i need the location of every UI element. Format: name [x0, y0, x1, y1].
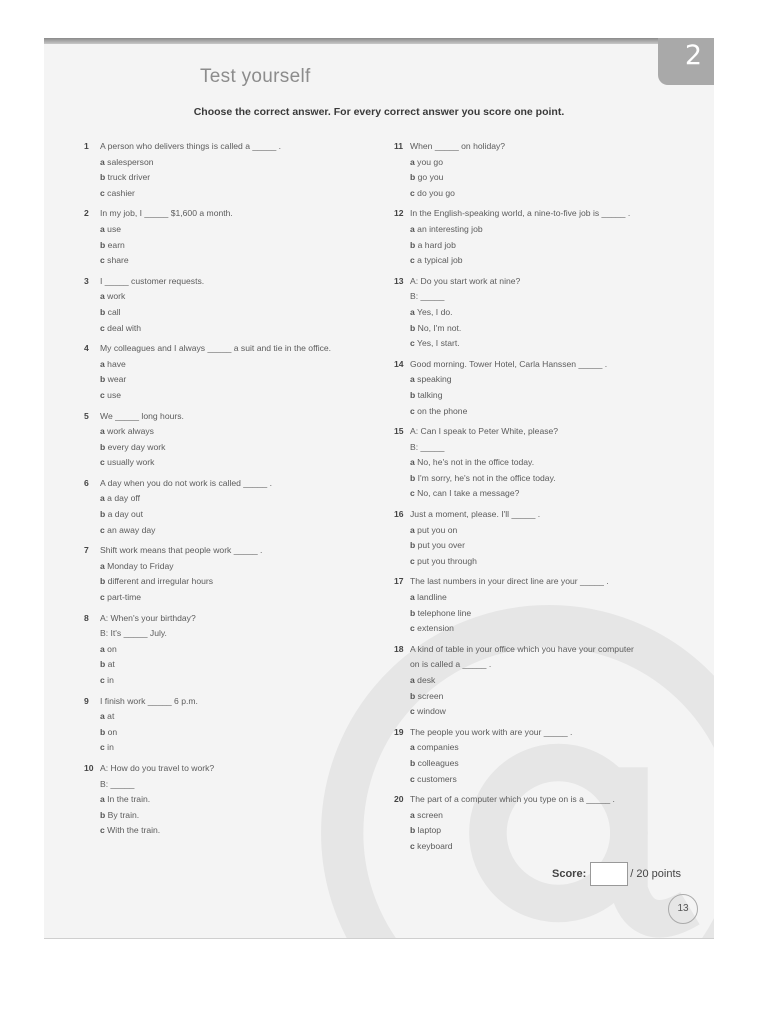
question-11	[394, 139, 704, 201]
answer-option[interactable]	[394, 222, 704, 238]
option-text: colleagues	[417, 757, 459, 768]
option-letter: b	[100, 441, 106, 452]
option-text: put you on	[417, 524, 458, 535]
question-13	[394, 274, 704, 352]
option-letter: b	[100, 374, 106, 385]
option-letter: a	[410, 223, 415, 234]
question-number: 5	[84, 410, 89, 421]
option-letter: a	[100, 560, 105, 571]
answer-option[interactable]	[84, 559, 384, 575]
question-text-line	[394, 725, 704, 741]
option-text: landline	[417, 592, 447, 603]
answer-option[interactable]	[84, 253, 384, 269]
question-19	[394, 725, 704, 787]
question-10	[84, 761, 384, 839]
option-letter: b	[410, 607, 416, 618]
question-number: 13	[394, 275, 404, 286]
option-letter: a	[100, 223, 105, 234]
answer-option[interactable]	[394, 673, 704, 689]
dialogue-response-line: B: _____	[100, 778, 135, 789]
answer-option[interactable]	[394, 372, 704, 388]
option-letter: a	[100, 711, 105, 722]
question-text-line	[84, 611, 384, 627]
question-text-line	[394, 424, 704, 440]
answer-option[interactable]	[394, 538, 704, 554]
question-text-line	[394, 657, 704, 673]
option-text: Monday to Friday	[107, 560, 174, 571]
option-text: No, can I take a message?	[417, 488, 520, 499]
option-text: salesperson	[107, 156, 154, 167]
question-number: 9	[84, 695, 89, 706]
option-text: part-time	[107, 592, 142, 603]
question-text: The part of a computer which you type on is a _____ .	[410, 794, 615, 805]
option-letter: c	[410, 623, 415, 634]
question-6	[84, 476, 384, 538]
option-letter: b	[410, 472, 416, 483]
question-text: In my job, I _____ $1,600 a month.	[100, 208, 233, 219]
question-text-line	[84, 341, 384, 357]
option-text: a day out	[107, 509, 143, 520]
questions-column-right	[394, 139, 704, 860]
answer-option[interactable]	[84, 321, 384, 337]
answer-option[interactable]	[84, 590, 384, 606]
option-letter: b	[100, 509, 106, 520]
option-letter: a	[410, 809, 415, 820]
option-letter: b	[410, 172, 416, 183]
question-17	[394, 574, 704, 636]
option-letter: c	[410, 405, 415, 416]
question-text: The last numbers in your direct line are your _____ .	[410, 576, 609, 587]
answer-option[interactable]	[84, 523, 384, 539]
question-number: 14	[394, 358, 404, 369]
question-number: 10	[84, 762, 94, 773]
option-text: extension	[417, 623, 454, 634]
question-15	[394, 424, 704, 502]
answer-option[interactable]	[84, 491, 384, 507]
option-text: desk	[417, 675, 436, 685]
instructions: Choose the correct answer. For every correct answer you score one point.	[193, 106, 565, 118]
answer-option[interactable]	[394, 839, 704, 855]
answer-option[interactable]	[84, 507, 384, 523]
question-text-line	[84, 543, 384, 559]
answer-option[interactable]	[84, 740, 384, 756]
answer-option[interactable]	[394, 740, 704, 756]
answer-option[interactable]	[84, 155, 384, 171]
option-text: work	[107, 291, 126, 302]
option-letter: c	[100, 675, 105, 685]
questions-column-left	[84, 139, 384, 844]
option-text: No, he's not in the office today.	[417, 457, 535, 468]
option-text: every day work	[107, 441, 166, 452]
option-letter: c	[100, 187, 105, 198]
question-16	[394, 507, 704, 569]
option-text: different and irregular hours	[107, 576, 214, 587]
option-text: In the train.	[107, 794, 151, 805]
answer-option[interactable]	[84, 238, 384, 254]
question-text-line	[394, 792, 704, 808]
question-12	[394, 206, 704, 268]
option-letter: a	[100, 358, 105, 369]
dialogue-response-line: B: _____	[410, 291, 445, 302]
question-text-line	[84, 694, 384, 710]
unit-tab	[658, 38, 714, 85]
option-text: usually work	[107, 457, 155, 468]
answer-option[interactable]	[394, 238, 704, 254]
option-text: a day off	[107, 493, 140, 504]
question-4	[84, 341, 384, 403]
option-text: No, I'm not.	[417, 322, 462, 333]
option-text: go you	[417, 172, 444, 183]
top-band	[44, 38, 714, 44]
question-text: My colleagues and I always _____ a suit and tie in the office.	[100, 343, 332, 354]
question-text-line	[84, 761, 384, 777]
question-text: I finish work _____ 6 p.m.	[100, 695, 198, 706]
option-letter: a	[410, 306, 415, 317]
question-number: 6	[84, 477, 89, 488]
answer-option[interactable]	[84, 388, 384, 404]
question-text: A: Do you start work at nine?	[410, 275, 521, 286]
answer-option[interactable]	[394, 186, 704, 202]
answer-option[interactable]	[394, 321, 704, 337]
option-text: keyboard	[417, 840, 453, 851]
question-text: A kind of table in your office which you have your computer	[410, 643, 634, 654]
question-text-line	[394, 139, 704, 155]
answer-option[interactable]	[394, 554, 704, 570]
answer-option[interactable]	[84, 455, 384, 471]
score-area	[552, 862, 681, 886]
question-text: I _____ customer requests.	[100, 275, 205, 286]
answer-option[interactable]	[394, 808, 704, 824]
option-letter: b	[100, 659, 106, 670]
option-letter: b	[410, 757, 416, 768]
question-text: A person who delivers things is called a _____ .	[100, 141, 282, 151]
unit-number: 2	[684, 40, 702, 71]
option-letter: b	[410, 690, 416, 701]
option-letter: a	[100, 291, 105, 302]
answer-option[interactable]	[84, 170, 384, 186]
option-text: earn	[107, 239, 125, 250]
option-letter: a	[410, 742, 415, 753]
question-number: 17	[394, 576, 404, 587]
answer-option[interactable]	[84, 709, 384, 725]
question-9	[84, 694, 384, 756]
option-text: customers	[417, 773, 457, 784]
answer-option[interactable]	[394, 606, 704, 622]
answer-option[interactable]	[394, 388, 704, 404]
answer-option[interactable]	[84, 440, 384, 456]
question-text-line	[394, 642, 704, 658]
answer-option[interactable]	[394, 253, 704, 269]
answer-option[interactable]	[394, 621, 704, 637]
option-text: have	[107, 358, 126, 369]
option-letter: c	[410, 840, 415, 851]
answer-option[interactable]	[84, 823, 384, 839]
option-letter: c	[410, 555, 415, 566]
question-text-line	[394, 357, 704, 373]
question-text: Good morning. Tower Hotel, Carla Hanssen _____ .	[410, 358, 608, 369]
question-text-line	[394, 574, 704, 590]
question-text: Shift work means that people work _____ .	[100, 545, 263, 556]
option-text: By train.	[107, 809, 140, 820]
option-text: talking	[417, 389, 443, 400]
answer-option[interactable]	[394, 823, 704, 839]
option-letter: c	[410, 255, 415, 266]
option-letter: b	[100, 726, 106, 737]
question-1	[84, 139, 384, 201]
question-text-line	[84, 139, 384, 155]
answer-option[interactable]	[394, 305, 704, 321]
option-letter: b	[410, 239, 416, 250]
page-title: Test yourself	[200, 66, 311, 87]
question-number: 20	[394, 794, 404, 805]
answer-option[interactable]	[84, 372, 384, 388]
question-18	[394, 642, 704, 720]
option-text: you go	[417, 156, 443, 167]
question-number: 1	[84, 141, 89, 151]
option-letter: c	[410, 488, 415, 499]
answer-option[interactable]	[84, 725, 384, 741]
option-letter: b	[410, 825, 416, 836]
question-number: 8	[84, 612, 89, 623]
answer-option[interactable]	[394, 155, 704, 171]
option-text: call	[107, 306, 121, 317]
dialogue-response-line: B: _____	[410, 441, 445, 452]
option-letter: c	[100, 389, 105, 400]
option-text: put you through	[417, 555, 477, 566]
question-number: 3	[84, 275, 89, 286]
question-number: 16	[394, 509, 404, 520]
option-text: put you over	[417, 540, 465, 551]
option-text: use	[107, 223, 122, 234]
option-text: window	[417, 706, 446, 717]
option-letter: c	[100, 825, 105, 836]
option-text: speaking	[417, 374, 452, 385]
answer-option[interactable]	[84, 808, 384, 824]
option-letter: a	[100, 156, 105, 167]
option-text: at	[107, 659, 115, 670]
question-number: 2	[84, 208, 89, 219]
option-text: With the train.	[107, 825, 161, 836]
option-letter: b	[410, 389, 416, 400]
option-letter: c	[410, 187, 415, 198]
question-number: 18	[394, 643, 404, 654]
question-number: 7	[84, 545, 89, 556]
answer-option[interactable]	[394, 455, 704, 471]
question-number: 11	[394, 141, 404, 151]
question-text-line	[84, 476, 384, 492]
option-text: screen	[417, 690, 444, 701]
page-number: 13	[668, 894, 698, 924]
question-text: Just a moment, please. I'll _____ .	[410, 509, 541, 520]
option-letter: c	[100, 255, 105, 266]
option-text: Yes, I start.	[417, 338, 460, 349]
answer-option[interactable]	[84, 657, 384, 673]
option-letter: a	[100, 493, 105, 504]
question-8	[84, 611, 384, 689]
option-letter: a	[410, 374, 415, 385]
option-text: in	[107, 742, 114, 753]
option-letter: b	[100, 172, 106, 183]
answer-option[interactable]	[394, 404, 704, 420]
option-letter: c	[100, 592, 105, 603]
answer-option[interactable]	[394, 704, 704, 720]
option-letter: b	[100, 239, 106, 250]
question-14	[394, 357, 704, 419]
option-text: deal with	[107, 322, 142, 333]
option-letter: c	[100, 322, 105, 333]
answer-option[interactable]	[394, 689, 704, 705]
option-letter: a	[410, 156, 415, 167]
option-letter: c	[100, 524, 105, 535]
option-letter: c	[410, 773, 415, 784]
option-letter: b	[100, 306, 106, 317]
question-text: A: When's your birthday?	[100, 612, 196, 623]
answer-option[interactable]	[84, 673, 384, 689]
option-text: at	[107, 711, 115, 722]
question-3	[84, 274, 384, 336]
dialogue-response-line: B: It's _____ July.	[100, 628, 167, 639]
option-letter: b	[410, 322, 416, 333]
option-letter: c	[410, 338, 415, 349]
score-label: Score:	[552, 867, 587, 880]
answer-option[interactable]	[394, 590, 704, 606]
answer-option[interactable]	[394, 471, 704, 487]
option-text: share	[107, 255, 129, 266]
option-letter: c	[410, 706, 415, 717]
option-letter: a	[100, 426, 105, 437]
question-text: We _____ long hours.	[100, 410, 184, 421]
workbook-page	[44, 38, 714, 939]
answer-option[interactable]	[394, 772, 704, 788]
option-text: work always	[107, 426, 154, 437]
option-text: wear	[107, 374, 127, 385]
answer-option[interactable]	[394, 756, 704, 772]
score-input-box[interactable]	[590, 862, 628, 886]
question-7	[84, 543, 384, 605]
option-text: a hard job	[417, 239, 456, 250]
option-letter: a	[100, 794, 105, 805]
question-text: The people you work with are your _____ .	[410, 726, 573, 737]
answer-option[interactable]	[84, 305, 384, 321]
option-letter: b	[100, 809, 106, 820]
option-text: truck driver	[107, 172, 151, 183]
question-text: A day when you do not work is called _____ .	[100, 477, 272, 488]
score-suffix: / 20 points	[630, 867, 682, 880]
question-number: 15	[394, 426, 404, 437]
question-text-line	[84, 206, 384, 222]
option-letter: a	[410, 457, 415, 468]
option-letter: c	[100, 457, 105, 468]
option-text: screen	[417, 809, 443, 820]
answer-option[interactable]	[394, 170, 704, 186]
question-2	[84, 206, 384, 268]
option-letter: b	[100, 576, 106, 587]
question-text: on is called a _____ .	[410, 659, 492, 670]
answer-option[interactable]	[84, 574, 384, 590]
option-text: companies	[417, 742, 459, 753]
answer-option[interactable]	[84, 289, 384, 305]
option-letter: a	[410, 524, 415, 535]
question-20	[394, 792, 704, 854]
answer-option[interactable]	[84, 792, 384, 808]
option-letter: a	[100, 643, 105, 654]
question-5	[84, 409, 384, 471]
option-text: an away day	[107, 524, 156, 535]
option-text: an interesting job	[417, 223, 483, 234]
answer-option[interactable]	[394, 336, 704, 352]
question-number: 19	[394, 726, 404, 737]
option-letter: a	[410, 675, 415, 685]
option-text: on	[107, 726, 118, 737]
question-text-line	[394, 206, 704, 222]
option-letter: b	[410, 540, 416, 551]
option-letter: a	[410, 592, 415, 603]
question-text-line	[84, 274, 384, 290]
option-text: in	[107, 675, 114, 685]
answer-option[interactable]	[84, 424, 384, 440]
question-text: A: Can I speak to Peter White, please?	[410, 426, 559, 437]
answer-option[interactable]	[84, 186, 384, 202]
question-text-line	[394, 507, 704, 523]
question-text-line	[84, 409, 384, 425]
option-text: Yes, I do.	[417, 306, 453, 317]
option-text: do you go	[417, 187, 455, 198]
question-number: 4	[84, 343, 89, 354]
question-text: In the English-speaking world, a nine-to-five job is _____ .	[410, 208, 631, 219]
option-text: on the phone	[417, 405, 468, 416]
answer-option[interactable]	[84, 642, 384, 658]
question-text: When _____ on holiday?	[410, 141, 506, 151]
option-text: on	[107, 643, 117, 654]
option-text: cashier	[107, 187, 135, 198]
answer-option[interactable]	[84, 357, 384, 373]
option-letter: c	[100, 742, 105, 753]
question-text: A: How do you travel to work?	[100, 762, 215, 773]
option-text: use	[107, 389, 122, 400]
question-text-line	[394, 274, 704, 290]
option-text: I'm sorry, he's not in the office today.	[417, 472, 556, 483]
question-number: 12	[394, 208, 404, 219]
answer-option[interactable]	[84, 222, 384, 238]
option-text: laptop	[417, 825, 442, 836]
option-text: a typical job	[417, 255, 463, 266]
option-text: telephone line	[417, 607, 472, 618]
answer-option[interactable]	[394, 486, 704, 502]
answer-option[interactable]	[394, 523, 704, 539]
